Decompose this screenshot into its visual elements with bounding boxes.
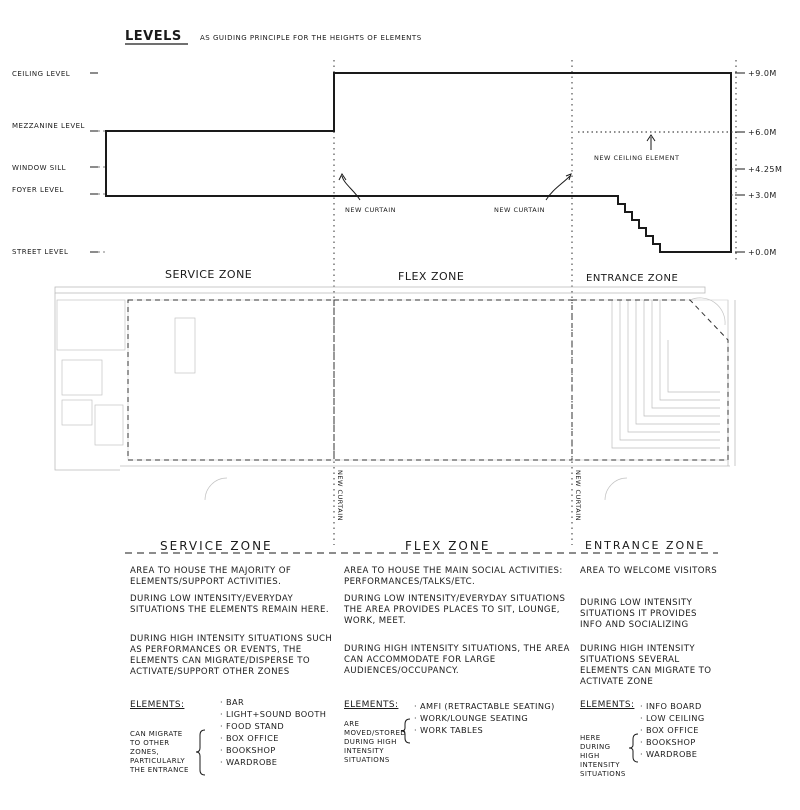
- list-item: · AMFI (RETRACTABLE SEATING): [414, 700, 579, 712]
- zone-heading-service: Service zone: [165, 268, 253, 281]
- table-title-entrance: ENTRANCE ZONE: [585, 539, 706, 552]
- list-item: · BOOKSHOP: [220, 744, 340, 756]
- list-item: · WORK/LOUNGE SEATING: [414, 712, 579, 724]
- list-item: · WARDROBE: [640, 748, 790, 760]
- zone-heading-flex: Flex zone: [398, 270, 465, 283]
- levels-subtitle: as guiding principle for the heights of elements: [200, 34, 422, 42]
- height-label-9m: +9.0m: [748, 69, 777, 78]
- level-label-window-sill: Window sill: [12, 164, 67, 172]
- level-label-street: Street level: [12, 248, 69, 256]
- level-guides: [98, 131, 735, 252]
- flex-elements-label: ELEMENTS:: [344, 700, 399, 710]
- flex-p1: AREA TO HOUSE THE MAIN SOCIAL ACTIVITIES: PERFORMANCES/TALKS/ETC.: [344, 566, 563, 587]
- floor-plan: [55, 287, 735, 500]
- service-brace: [196, 730, 205, 775]
- table-title-service: SERVICE ZONE: [160, 539, 273, 553]
- service-elements-label: ELEMENTS:: [130, 700, 185, 710]
- flex-p3: DURING HIGH INTENSITY SITUATIONS, THE AREA CAN ACCOMMODATE FOR LARGE AUDIENCES/OCCUPANCY.: [344, 644, 570, 676]
- level-label-mezzanine: Mezzanine level: [12, 122, 85, 130]
- entrance-p1: AREA TO WELCOME VISITORS: [580, 566, 718, 576]
- list-item: · BOX OFFICE: [640, 724, 790, 736]
- list-item: · WORK TABLES: [414, 724, 579, 736]
- service-p1: AREA TO HOUSE THE MAJORITY OF ELEMENTS/SUPPORT ACTIVITIES.: [130, 566, 292, 587]
- entrance-side-note: HERE DURING HIGH INTENSITY SITUATIONS: [580, 734, 626, 778]
- entrance-elements-label: ELEMENTS:: [580, 700, 635, 710]
- service-p2: DURING LOW INTENSITY/EVERYDAY SITUATIONS THE ELEMENTS REMAIN HERE.: [130, 594, 329, 615]
- entrance-p2: DURING LOW INTENSITY SITUATIONS IT PROVIDES INFO AND SOCIALIZING: [580, 598, 697, 630]
- list-item: · FOOD STAND: [220, 720, 340, 732]
- new-ceiling-element-label: New ceiling element: [594, 154, 680, 162]
- level-ticks-right: [735, 73, 745, 252]
- list-item: · INFO BOARD: [640, 700, 790, 712]
- plan-curtain-label-right: New curtain: [574, 470, 582, 521]
- entrance-p3: DURING HIGH INTENSITY SITUATIONS SEVERAL ELEMENTS CAN MIGRATE TO ACTIVATE ZONE: [580, 644, 712, 687]
- flex-p2: DURING LOW INTENSITY/EVERYDAY SITUATIONS THE AREA PROVIDES PLACES TO SIT, LOUNGE, WORK, MEET.: [344, 594, 566, 626]
- flex-elements-list: [414, 700, 579, 736]
- height-label-0m: +0.0m: [748, 248, 777, 257]
- flex-side-note: ARE MOVED/STORED DURING HIGH INTENSITY SITUATIONS: [344, 720, 407, 764]
- list-item: · BOX OFFICE: [220, 732, 340, 744]
- list-item: · WARDROBE: [220, 756, 340, 768]
- table-title-flex: FLEX ZONE: [405, 539, 491, 553]
- section-profile: [106, 73, 731, 252]
- service-elements-list: [220, 696, 340, 768]
- service-side-note: CAN MIGRATE TO OTHER ZONES, PARTICULARLY THE ENTRANCE: [130, 730, 189, 774]
- list-item: · BAR: [220, 696, 340, 708]
- list-item: · LOW CEILING: [640, 712, 790, 724]
- plan-curtain-label-left: New curtain: [336, 470, 344, 521]
- zone-heading-entrance: Entrance zone: [586, 273, 679, 284]
- zone-dividers: [334, 60, 736, 545]
- height-label-4-25m: +4.25m: [748, 165, 783, 174]
- service-p3: DURING HIGH INTENSITY SITUATIONS SUCH AS PERFORMANCES OR EVENTS, THE ELEMENTS CAN MIGRATE/DISPERSE TO ACTIVATE/SUPPORT OTHER ZONES: [130, 634, 333, 677]
- list-item: · BOOKSHOP: [640, 736, 790, 748]
- height-label-3m: +3.0m: [748, 191, 777, 200]
- height-label-6m: +6.0m: [748, 128, 777, 137]
- level-label-ceiling: Ceiling level: [12, 70, 71, 78]
- list-item: · LIGHT+SOUND BOOTH: [220, 708, 340, 720]
- curtain-label-left: New curtain: [345, 206, 396, 214]
- level-ticks-left: [90, 73, 98, 252]
- level-label-foyer: Foyer level: [12, 186, 64, 194]
- levels-title: Levels: [125, 29, 182, 44]
- curtain-label-right: New curtain: [494, 206, 545, 214]
- entrance-elements-list: [640, 700, 790, 760]
